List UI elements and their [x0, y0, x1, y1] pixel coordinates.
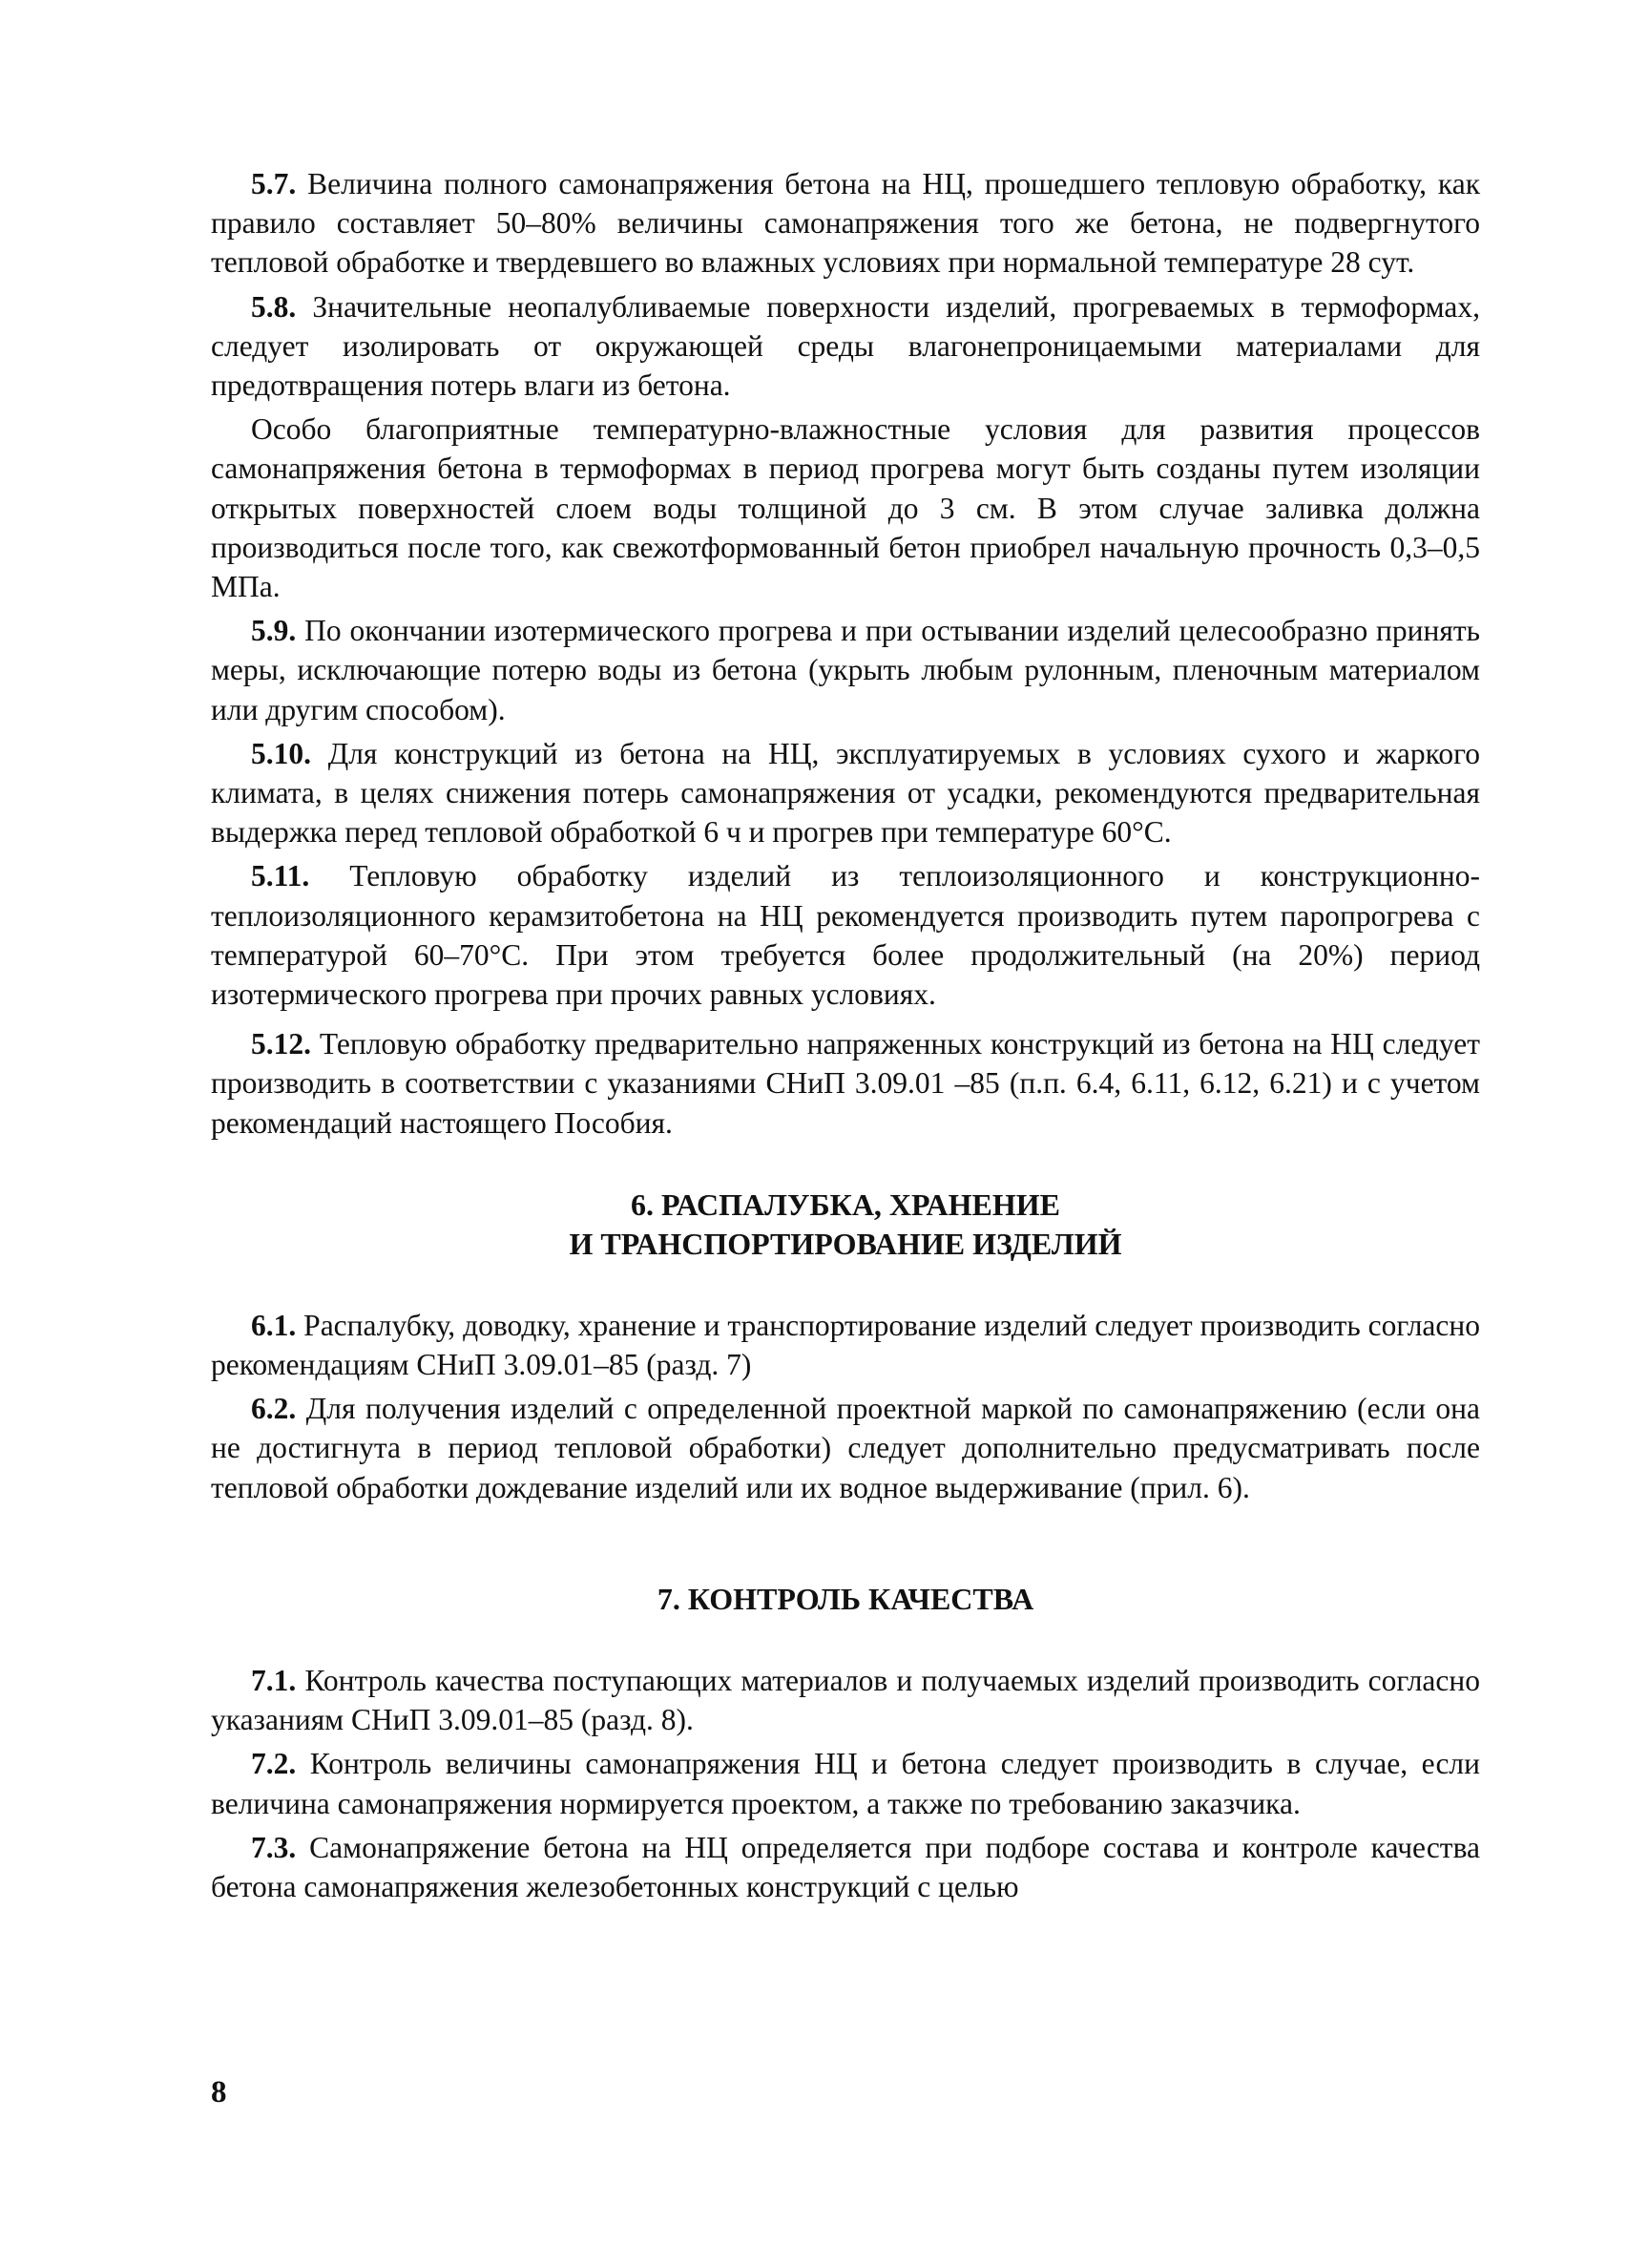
- paragraph-number: 7.2.: [251, 1747, 297, 1781]
- paragraph-5-7: [211, 164, 1480, 283]
- paragraph-number: 7.3.: [251, 1830, 297, 1864]
- paragraph-number: 5.7.: [251, 167, 297, 200]
- paragraph-number: 5.10.: [251, 736, 311, 770]
- paragraph-number: 5.11.: [251, 859, 310, 893]
- paragraph-text: Для получения изделий с определенной проектной маркой по самонапряжению (если она не достигнута в период тепловой обработки) следует дополнительно предусматривать после тепловой обработки дождевание изделий или их водное выдерживание (прил. 6).: [211, 1392, 1481, 1504]
- section-7-heading: 7. КОНТРОЛЬ КАЧЕСТВА: [657, 1581, 1034, 1616]
- paragraph-number: 6.1.: [251, 1308, 297, 1342]
- paragraph-7-1: [211, 1661, 1480, 1739]
- paragraph-7-3: [211, 1828, 1480, 1906]
- paragraph-5-12: [211, 1024, 1480, 1143]
- paragraph-text: Контроль величины самонапряжения НЦ и бетона следует производить в случае, если величина самонапряжения нормируется проектом, а также по требованию заказчика.: [211, 1747, 1481, 1820]
- paragraph-text: Особо благоприятные температурно-влажностные условия для развития процессов самонапряжения бетона в термоформах в период прогрева могут быть созданы путем изоляции открытых поверхностей слоем воды толщиной до 3 см. В этом случае заливка должна производиться после того, как свежотформованный бетон приобрел начальную прочность 0,3–0,5 МПа.: [211, 412, 1480, 604]
- paragraph-5-9: [211, 611, 1480, 729]
- paragraph-number: 7.1.: [251, 1663, 297, 1697]
- paragraph-text: Самонапряжение бетона на НЦ определяется при подборе состава и контроле качества бетона самонапряжения железобетонных конструкций с целью: [211, 1830, 1481, 1903]
- paragraph-text: Для конструкций из бетона на НЦ, эксплуатируемых в условиях сухого и жаркого климата, в целях снижения потерь самонапряжения от усадки, рекомендуются предварительная выдержка перед тепловой обработкой 6 ч и прогрев при температуре 60°С.: [211, 736, 1480, 850]
- paragraph-5-8-cont: [211, 410, 1480, 606]
- section-6-body: [211, 1306, 1480, 1507]
- paragraph-6-2: [211, 1389, 1480, 1507]
- paragraph-text: Тепловую обработку изделий из теплоизоляционного и конструкционно-теплоизоляционного керамзитобетона на НЦ рекомендуется производить путем пaропрогрева с температурой 60–70°С. При этом требуется более продолжительный (на 20%) период изотермического прогрева при прочих равных условиях.: [211, 859, 1481, 1012]
- paragraph-number: 6.2.: [251, 1392, 297, 1426]
- section-7-body: [211, 1661, 1480, 1906]
- paragraph-number: 5.9.: [251, 614, 297, 648]
- page-number: 8: [211, 2075, 227, 2110]
- paragraph-7-2: [211, 1744, 1480, 1822]
- paragraph-text: Тепловую обработку предварительно напряженных конструкций из бетона на НЦ следует производить в соответствии с указаниями СНиП 3.09.01 –85 (п.п. 6.4, 6.11, 6.12, 6.21) и с учетом рекомендаций настоящего Пособия.: [211, 1027, 1480, 1140]
- paragraph-6-1: [211, 1306, 1480, 1384]
- paragraph-number: 5.12.: [251, 1027, 311, 1061]
- heading-line-2: И ТРАНСПОРТИРОВАНИЕ ИЗДЕЛИЙ: [569, 1226, 1122, 1261]
- paragraph-text: Распалубку, доводку, хранение и транспортирование изделий следует производить согласно рекомендациям СНиП 3.09.01–85 (разд. 7): [211, 1308, 1481, 1382]
- paragraph-5-11: [211, 856, 1480, 1014]
- paragraph-text: Контроль качества поступающих материалов и получаемых изделий производить согласно указаниям СНиП 3.09.01–85 (разд. 8).: [211, 1663, 1480, 1737]
- section-5-body: [211, 164, 1480, 1143]
- section-6-heading: [211, 1186, 1480, 1264]
- paragraph-text: Величина полного самонапряжения бетона на НЦ, прошедшего тепловую обработку, как правило составляет 50–80% величины самонапряжения того же бетона, не подвергнутого тепловой обработке и твердевшего во влажных условиях при нормальной температуре 28 сут.: [211, 167, 1480, 280]
- paragraph-text: По окончании изотермического прогрева и при остывании изделий целесообразно принять меры, исключающие потерю воды из бетона (укрыть любым рулонным, пленочным материалом или другим способом).: [211, 614, 1481, 726]
- paragraph-5-10: [211, 734, 1480, 852]
- paragraph-number: 5.8.: [251, 289, 297, 324]
- paragraph-text: Значительные неопалубливаемые поверхности изделий, прогреваемых в термоформах, следует изолировать от окружающей среды влагонепроницаемыми материалами для предотвращения потерь влаги из бетона.: [211, 289, 1481, 403]
- heading-line-1: 6. РАСПАЛУБКА, ХРАНЕНИЕ: [631, 1186, 1060, 1222]
- paragraph-5-8: [211, 287, 1480, 406]
- document-page: [211, 164, 1480, 2216]
